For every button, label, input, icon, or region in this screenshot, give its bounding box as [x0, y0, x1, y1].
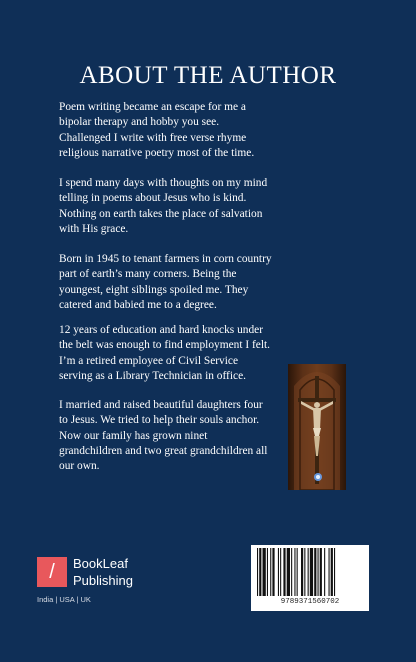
logo-slash-mark: / [49, 561, 55, 583]
crucifix-photo [288, 364, 346, 490]
text-line: Challenged I write with free verse rhyme [59, 131, 247, 144]
text-line: grandchildren and two great grandchildren all [59, 444, 268, 457]
paragraph-2 [59, 176, 291, 237]
paragraph-5 [59, 398, 291, 474]
text-line: part of earth’s many corners. Being the [59, 268, 237, 281]
crucifix-icon [288, 364, 346, 490]
text-line: I’m a retired employee of Civil Service [59, 354, 239, 367]
text-line: catered and babied me to a degree. [59, 298, 217, 311]
text-line: serving as a Library Technician in office. [59, 369, 246, 382]
paragraph-4 [59, 323, 291, 384]
text-line: Born in 1945 to tenant farmers in corn country [59, 253, 272, 265]
text-line: our own. [59, 460, 100, 473]
paragraph-1 [59, 100, 291, 161]
publisher-logo [37, 557, 67, 587]
text-line: telling in poems about Jesus who is kind. [59, 192, 247, 205]
publisher-regions: India | USA | UK [37, 595, 91, 604]
barcode-icon [255, 548, 365, 596]
text-line: youngest, eight siblings spoiled me. They [59, 283, 249, 296]
text-line: Now our family has grown ninet [59, 429, 208, 442]
publisher-name-line1: BookLeaf [73, 556, 128, 571]
text-line: with His grace. [59, 222, 129, 235]
text-line: religious narrative poetry most of the time. [59, 146, 255, 159]
text-line: 12 years of education and hard knocks under [59, 324, 264, 336]
text-line: bipolar therapy and hobby you see. [59, 116, 220, 129]
isbn-barcode [251, 545, 369, 611]
text-line: Poem writing became an escape for me a [59, 101, 246, 113]
text-line: I married and raised beautiful daughters four [59, 399, 263, 411]
isbn-number: 9789371560702 [280, 598, 340, 606]
page-title: ABOUT THE AUTHOR [79, 62, 337, 89]
publisher-name-line2: Publishing [73, 573, 133, 588]
text-line: the belt was enough to find employment I felt. [59, 339, 270, 352]
paragraph-3 [59, 252, 291, 313]
text-line: I spend many days with thoughts on my mind [59, 177, 268, 189]
text-line: to Jesus. We tried to help their souls anchor. [59, 414, 260, 427]
text-line: Nothing on earth takes the place of salvation [59, 207, 263, 220]
